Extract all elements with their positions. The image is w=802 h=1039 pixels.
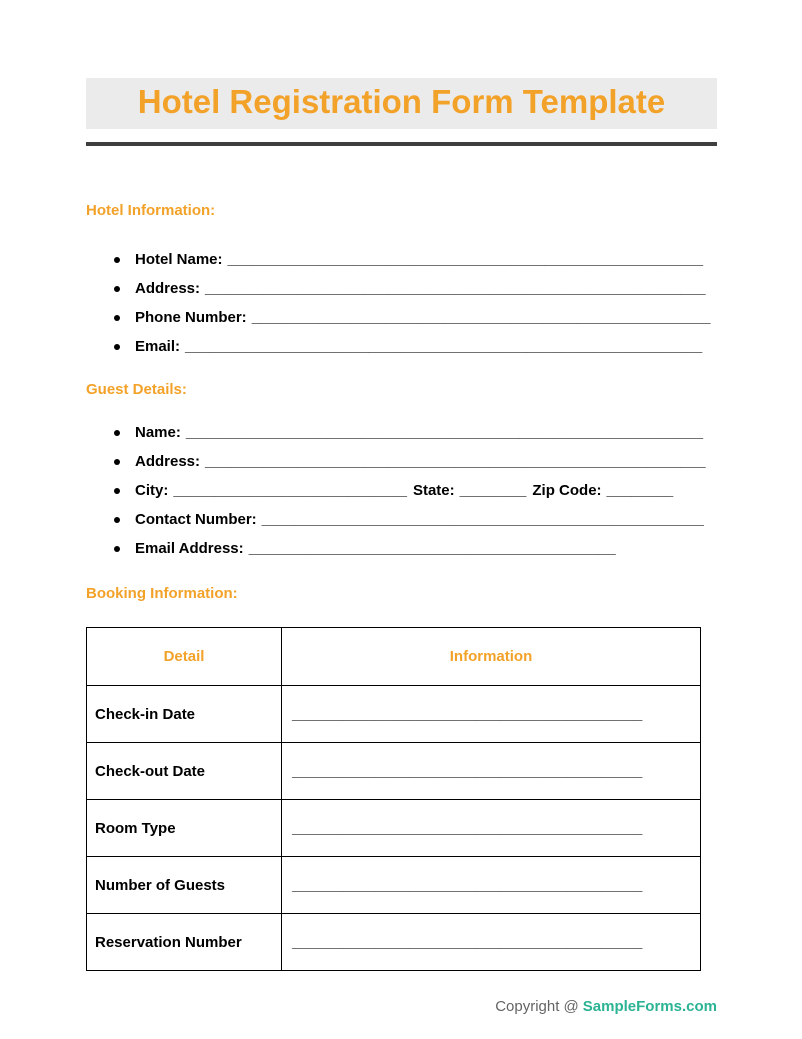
section-booking-information bbox=[86, 585, 717, 971]
guest-address-field bbox=[86, 447, 717, 476]
page-title: Hotel Registration Form Template bbox=[137, 83, 666, 120]
title-rule bbox=[86, 142, 717, 146]
contact-number-label: Contact Number: bbox=[135, 511, 257, 528]
copyright-text: Copyright @ bbox=[495, 998, 579, 1015]
table-row-reservation-number bbox=[87, 914, 701, 971]
city-blank-line: ____________________________ bbox=[173, 482, 407, 499]
hotel-fields-list bbox=[86, 245, 717, 361]
guest-name-blank-line: ______________________________________________________________ bbox=[185, 424, 704, 441]
footer bbox=[0, 998, 717, 1015]
guest-address-blank-line: ____________________________________________________________ bbox=[205, 453, 706, 470]
section-guest-details bbox=[86, 381, 717, 563]
hotel-email-field bbox=[86, 332, 717, 361]
hotel-name-field bbox=[86, 245, 717, 274]
table-header-row bbox=[87, 628, 701, 686]
check-out-date-info-cell bbox=[282, 743, 701, 800]
room-type-info-cell bbox=[282, 800, 701, 857]
section-hotel-information bbox=[86, 202, 717, 361]
check-out-date-blank-line: __________________________________________ bbox=[292, 762, 643, 780]
room-type-cell: Room Type bbox=[87, 800, 282, 857]
state-label: State: bbox=[412, 482, 455, 499]
hotel-information-heading: Hotel Information: bbox=[86, 202, 216, 219]
table-row-check-out-date bbox=[87, 743, 701, 800]
booking-information-heading: Booking Information: bbox=[86, 585, 238, 602]
table-header-information: Information bbox=[282, 628, 701, 686]
brand-link[interactable]: SampleForms.com bbox=[582, 998, 717, 1015]
hotel-name-label: Hotel Name: bbox=[135, 251, 223, 268]
zip-code-label: Zip Code: bbox=[532, 482, 602, 499]
table-row-number-of-guests bbox=[87, 857, 701, 914]
table-header-detail: Detail bbox=[87, 628, 282, 686]
guest-details-heading: Guest Details: bbox=[86, 381, 187, 398]
hotel-phone-blank-line: _______________________________________________________ bbox=[251, 309, 711, 326]
state-blank-line: ________ bbox=[459, 482, 527, 499]
number-of-guests-info-cell bbox=[282, 857, 701, 914]
hotel-name-blank-line: _________________________________________________________ bbox=[227, 251, 704, 268]
check-in-date-info-cell bbox=[282, 686, 701, 743]
guest-address-label: Address: bbox=[135, 453, 201, 470]
table-row-check-in-date bbox=[87, 686, 701, 743]
hotel-phone-field bbox=[86, 303, 717, 332]
hotel-email-label: Email: bbox=[135, 338, 181, 355]
guest-name-field bbox=[86, 418, 717, 447]
booking-table bbox=[86, 627, 701, 971]
email-address-field bbox=[86, 534, 717, 563]
number-of-guests-cell: Number of Guests bbox=[87, 857, 282, 914]
hotel-address-label: Address: bbox=[135, 280, 201, 297]
hotel-email-blank-line: ______________________________________________________________ bbox=[185, 338, 703, 355]
guest-fields-list bbox=[86, 418, 717, 563]
number-of-guests-blank-line: __________________________________________ bbox=[292, 876, 643, 894]
contact-number-field bbox=[86, 505, 717, 534]
city-label: City: bbox=[135, 482, 169, 499]
email-address-blank-line: ____________________________________________ bbox=[248, 540, 616, 557]
contact-number-blank-line: _____________________________________________________ bbox=[261, 511, 704, 528]
hotel-phone-label: Phone Number: bbox=[135, 309, 247, 326]
email-address-label: Email Address: bbox=[135, 540, 244, 557]
title-block bbox=[86, 78, 717, 146]
title-highlight bbox=[86, 78, 717, 129]
reservation-number-info-cell bbox=[282, 914, 701, 971]
city-state-zip-field bbox=[86, 476, 717, 505]
hotel-address-blank-line: ____________________________________________________________ bbox=[205, 280, 706, 297]
hotel-address-field bbox=[86, 274, 717, 303]
check-out-date-cell: Check-out Date bbox=[87, 743, 282, 800]
check-in-date-blank-line: __________________________________________ bbox=[292, 705, 643, 723]
reservation-number-blank-line: __________________________________________ bbox=[292, 933, 643, 951]
reservation-number-cell: Reservation Number bbox=[87, 914, 282, 971]
zip-code-blank-line: ________ bbox=[606, 482, 674, 499]
table-row-room-type bbox=[87, 800, 701, 857]
check-in-date-cell: Check-in Date bbox=[87, 686, 282, 743]
room-type-blank-line: __________________________________________ bbox=[292, 819, 643, 837]
guest-name-label: Name: bbox=[135, 424, 181, 441]
